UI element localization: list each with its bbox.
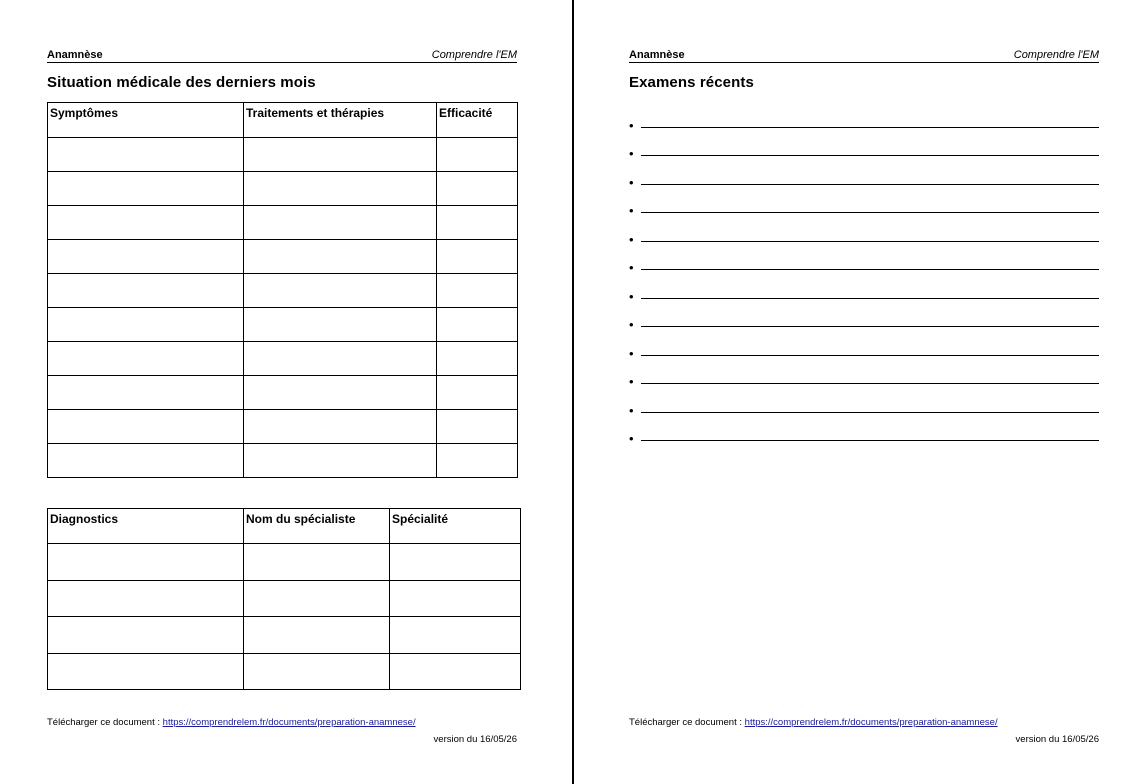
section-title: Situation médicale des derniers mois — [47, 74, 316, 91]
exam-list-item[interactable] — [629, 388, 1099, 417]
download-footer — [47, 717, 416, 728]
write-line[interactable] — [641, 318, 1099, 327]
download-link[interactable]: https://comprendrelem.fr/documents/preparation-anamnese/ — [744, 717, 998, 728]
write-line[interactable] — [641, 347, 1099, 356]
table-row — [48, 206, 518, 240]
bullet-icon: • — [629, 174, 634, 190]
table-row — [48, 342, 518, 376]
column-header: Efficacité — [437, 103, 518, 138]
bullet-icon: • — [629, 231, 634, 247]
version-label: version du 16/05/26 — [433, 734, 517, 745]
write-line[interactable] — [641, 176, 1099, 185]
right-page — [574, 0, 1143, 784]
bullet-icon: • — [629, 345, 634, 361]
write-line[interactable] — [641, 432, 1099, 441]
page-header — [629, 45, 1099, 63]
table-cell[interactable] — [244, 544, 390, 581]
table-cell[interactable] — [437, 240, 518, 274]
version-label: version du 16/05/26 — [1015, 734, 1099, 745]
table-row — [48, 444, 518, 478]
exam-list-item[interactable] — [629, 417, 1099, 446]
bullet-icon: • — [629, 260, 634, 275]
column-header: Symptômes — [48, 103, 244, 138]
column-header: Nom du spécialiste — [244, 509, 390, 544]
write-line[interactable] — [641, 204, 1099, 213]
exam-list-item[interactable] — [629, 246, 1099, 275]
exam-list — [629, 103, 1099, 445]
header-right: Comprendre l'EM — [431, 49, 517, 61]
bullet-icon: • — [629, 402, 634, 418]
table-cell[interactable] — [437, 410, 518, 444]
table-cell[interactable] — [390, 653, 521, 690]
table-row — [48, 138, 518, 172]
bullet-icon: • — [629, 117, 634, 133]
header-left: Anamnèse — [629, 49, 685, 61]
table-cell[interactable] — [390, 580, 521, 617]
table-row — [48, 240, 518, 274]
table-row — [48, 580, 521, 617]
write-line[interactable] — [641, 119, 1099, 128]
write-line[interactable] — [641, 147, 1099, 156]
table-cell[interactable] — [437, 444, 518, 478]
table-cell[interactable] — [48, 653, 244, 690]
table-cell[interactable] — [244, 206, 437, 240]
page-header — [47, 45, 517, 63]
table-cell[interactable] — [437, 342, 518, 376]
table-cell[interactable] — [244, 617, 390, 654]
table-cell[interactable] — [48, 342, 244, 376]
table-cell[interactable] — [437, 308, 518, 342]
diagnostics-table — [47, 508, 521, 690]
table-cell[interactable] — [244, 172, 437, 206]
table-row — [48, 617, 521, 654]
section-title: Examens récents — [629, 74, 754, 91]
table-cell[interactable] — [437, 376, 518, 410]
table-cell[interactable] — [244, 138, 437, 172]
symptoms-table — [47, 102, 518, 478]
table-row — [48, 653, 521, 690]
column-header: Diagnostics — [48, 509, 244, 544]
exam-list-item[interactable] — [629, 217, 1099, 246]
exam-list-item[interactable] — [629, 189, 1099, 218]
bullet-icon: • — [629, 288, 634, 304]
bullet-icon: • — [629, 203, 634, 218]
table-row — [48, 376, 518, 410]
table-cell[interactable] — [390, 617, 521, 654]
table-cell[interactable] — [437, 138, 518, 172]
table-header-row — [48, 103, 518, 138]
exam-list-item[interactable] — [629, 303, 1099, 332]
exam-list-item[interactable] — [629, 274, 1099, 303]
table-cell[interactable] — [48, 580, 244, 617]
table-row — [48, 274, 518, 308]
table-cell[interactable] — [244, 240, 437, 274]
exam-list-item[interactable] — [629, 331, 1099, 360]
table-row — [48, 308, 518, 342]
exam-list-item[interactable] — [629, 103, 1099, 132]
table-cell[interactable] — [48, 544, 244, 581]
table-cell[interactable] — [48, 206, 244, 240]
table-cell[interactable] — [48, 376, 244, 410]
table-cell[interactable] — [48, 274, 244, 308]
table-cell[interactable] — [244, 274, 437, 308]
table-cell[interactable] — [48, 138, 244, 172]
table-cell[interactable] — [48, 172, 244, 206]
table-cell[interactable] — [244, 653, 390, 690]
column-header: Traitements et thérapies — [244, 103, 437, 138]
write-line[interactable] — [641, 375, 1099, 384]
table-row — [48, 172, 518, 206]
table-cell[interactable] — [244, 580, 390, 617]
write-line[interactable] — [641, 261, 1099, 270]
table-cell[interactable] — [48, 240, 244, 274]
bullet-icon: • — [629, 146, 634, 161]
table-cell[interactable] — [48, 308, 244, 342]
write-line[interactable] — [641, 404, 1099, 413]
table-cell[interactable] — [48, 617, 244, 654]
download-label: Télécharger ce document : — [47, 717, 161, 728]
table-cell[interactable] — [390, 544, 521, 581]
table-cell[interactable] — [244, 376, 437, 410]
write-line[interactable] — [641, 233, 1099, 242]
write-line[interactable] — [641, 290, 1099, 299]
exam-list-item[interactable] — [629, 132, 1099, 161]
table-cell[interactable] — [244, 410, 437, 444]
table-header-row — [48, 509, 521, 544]
bullet-icon: • — [629, 374, 634, 389]
table-cell[interactable] — [437, 206, 518, 240]
table-row — [48, 544, 521, 581]
exam-list-item[interactable] — [629, 160, 1099, 189]
download-label: Télécharger ce document : — [629, 717, 743, 728]
column-header: Spécialité — [390, 509, 521, 544]
table-cell[interactable] — [244, 308, 437, 342]
bullet-icon: • — [629, 317, 634, 332]
table-cell[interactable] — [437, 172, 518, 206]
download-footer — [629, 717, 998, 728]
exam-list-item[interactable] — [629, 360, 1099, 389]
table-cell[interactable] — [437, 274, 518, 308]
table-cell[interactable] — [48, 444, 244, 478]
table-cell[interactable] — [48, 410, 244, 444]
download-link[interactable]: https://comprendrelem.fr/documents/preparation-anamnese/ — [162, 717, 416, 728]
header-right: Comprendre l'EM — [1013, 49, 1099, 61]
table-cell[interactable] — [244, 444, 437, 478]
header-left: Anamnèse — [47, 49, 103, 61]
table-cell[interactable] — [244, 342, 437, 376]
bullet-icon: • — [629, 431, 634, 446]
table-row — [48, 410, 518, 444]
